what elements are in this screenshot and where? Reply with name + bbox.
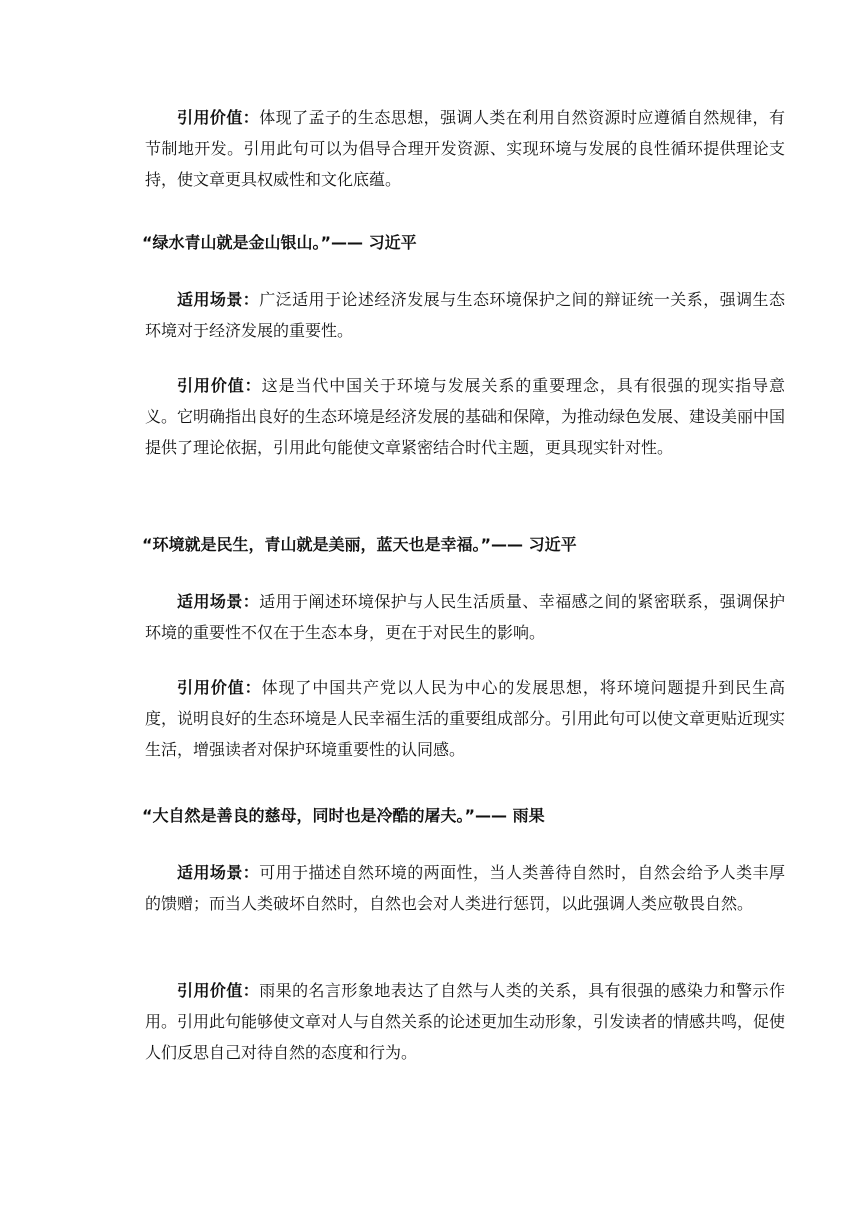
usage-scene-label: 适用场景： — [177, 592, 260, 611]
quote-heading: “环境就是民生，青山就是美丽，蓝天也是幸福。”—— 习近平 — [142, 535, 577, 554]
citation-value-paragraph — [145, 975, 785, 1068]
citation-value-paragraph — [145, 672, 785, 765]
citation-value-label: 引用价值： — [177, 678, 262, 697]
quote-heading: “大自然是善良的慈母，同时也是冷酷的屠夫。”—— 雨果 — [142, 806, 545, 825]
citation-value-label: 引用价值： — [177, 108, 260, 127]
usage-scene-text: 适用于阐述环境保护与人民生活质量、幸福感之间的紧密联系，强调保护环境的重要性不仅在于生态本身，更在于对民生的影响。 — [145, 592, 785, 642]
citation-value-text: 体现了孟子的生态思想，强调人类在利用自然资源时应遵循自然规律，有节制地开发。引用此句可以为倡导合理开发资源、实现环境与发展的良性循环提供理论支持，使文章更具权威性和文化底蕴。 — [145, 108, 785, 189]
usage-scene-text: 可用于描述自然环境的两面性，当人类善待自然时，自然会给予人类丰厚的馈赠；而当人类破坏自然时，自然也会对人类进行惩罚，以此强调人类应敬畏自然。 — [145, 863, 785, 913]
citation-value-text: 体现了中国共产党以人民为中心的发展思想，将环境问题提升到民生高度，说明良好的生态环境是人民幸福生活的重要组成部分。引用此句可以使文章更贴近现实生活，增强读者对保护环境重要性的认同感。 — [145, 678, 786, 759]
quote-heading: “绿水青山就是金山银山。”—— 习近平 — [142, 233, 417, 252]
citation-value-text: 雨果的名言形象地表达了自然与人类的关系，具有很强的感染力和警示作用。引用此句能够使文章对人与自然关系的论述更加生动形象，引发读者的情感共鸣，促使人们反思自己对待自然的态度和行为。 — [145, 981, 786, 1062]
citation-value-label: 引用价值： — [177, 376, 262, 395]
citation-value-paragraph — [145, 102, 785, 195]
citation-value-text: 这是当代中国关于环境与发展关系的重要理念，具有很强的现实指导意义。它明确指出良好的生态环境是经济发展的基础和保障，为推动绿色发展、建设美丽中国提供了理论依据，引用此句能使文章紧密结合时代主题，更具现实针对性。 — [145, 376, 786, 457]
usage-scene-paragraph — [145, 284, 785, 346]
usage-scene-label: 适用场景： — [177, 290, 260, 309]
usage-scene-label: 适用场景： — [177, 863, 260, 882]
usage-scene-paragraph — [145, 857, 785, 919]
citation-value-paragraph — [145, 370, 785, 463]
usage-scene-text: 广泛适用于论述经济发展与生态环境保护之间的辩证统一关系，强调生态环境对于经济发展的重要性。 — [145, 290, 785, 340]
usage-scene-paragraph — [145, 586, 785, 648]
citation-value-label: 引用价值： — [177, 981, 260, 1000]
